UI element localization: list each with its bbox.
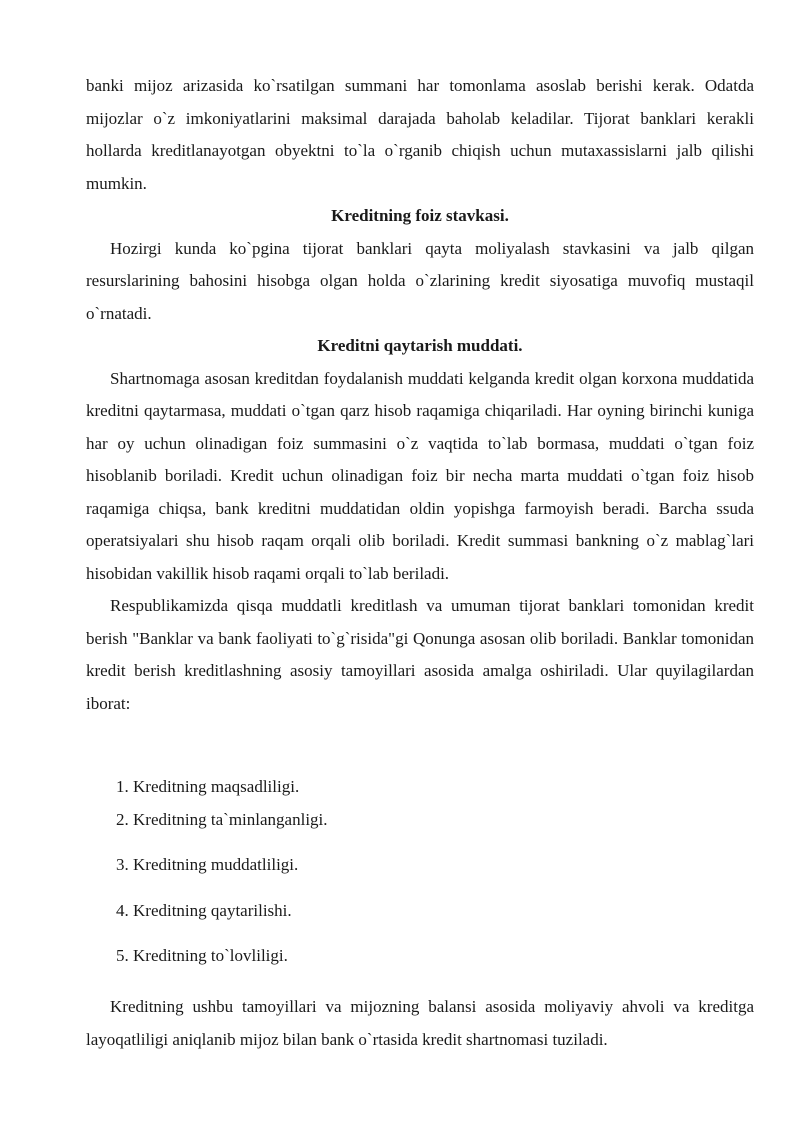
paragraph-principles-intro: Respublikamizda qisqa muddatli kreditlash va umuman tijorat banklari tomonidan kredit berish "Banklar va bank faoliyati to`g`risida"gi Qonunga asosan olib boriladi. Banklar tomonidan kredit berish kreditlashning asosiy tamoyillari asosida amalga oshiriladi. Ular quyilagilardan iborat: <box>86 596 754 713</box>
heading-interest-rate: Kreditning foiz stavkasi. <box>331 206 509 225</box>
main-text-top <box>86 70 754 720</box>
list-item-3 <box>116 853 298 877</box>
list-item-5 <box>116 944 288 968</box>
list-text: Kreditning maqsadliligi. <box>133 777 300 796</box>
list-text: Kreditning ta`minlanganligi. <box>133 810 328 829</box>
list-number: 4. <box>116 901 129 920</box>
list-number: 5. <box>116 946 129 965</box>
list-number: 2. <box>116 810 129 829</box>
paragraph-interest-rate: Hozirgi kunda ko`pgina tijorat banklari qayta moliyalash stavkasini va jalb qilgan resurslarining bahosini hisobga olgan holda o`zlarining kredit siyosatiga muvofiq mustaqil o`rnatadi. <box>86 238 754 323</box>
list-item-2 <box>116 808 328 832</box>
paragraph-repayment-term: Shartnomaga asosan kreditdan foydalanish muddati kelganda kredit olgan korxona muddatida kreditni qaytarmasa, muddati o`tgan qarz hisob raqamiga chiqariladi. Har oyning birinchi kuniga har oy uchun olinadigan foiz summasini o`z vaqtida to`lab bormasa, muddati o`tgan foiz hisoblanib boriladi. Kredit uchun olinadigan foiz bir necha marta muddati o`tgan foiz hisob raqamiga chiqsa, bank kreditni muddatidan oldin yopishga farmoyish beradi. Barcha ssuda operatsiyalari shu hisob raqam orqali olib boriladi. Kredit summasi bankning o`z mablag`lari hisobidan vakillik hisob raqami orqali to`lab beriladi. <box>86 368 754 583</box>
list-text: Kreditning qaytarilishi. <box>133 901 292 920</box>
main-text-bottom <box>86 991 754 1056</box>
list-item-1 <box>116 775 299 799</box>
paragraph-intro: banki mijoz arizasida ko`rsatilgan summani har tomonlama asoslab berishi kerak. Odatda mijozlar o`z imkoniyatlarini maksimal darajada baholab keladilar. Tijorat banklari kerakli hollarda kreditlanayotgan obyektni to`la o`rganib chiqish uchun mutaxassislarni jalb qilishi mumkin. <box>86 76 754 193</box>
list-text: Kreditning muddatliligi. <box>133 855 299 874</box>
paragraph-conclusion: Kreditning ushbu tamoyillari va mijozning balansi asosida moliyaviy ahvoli va kreditga layoqatliligi aniqlanib mijoz bilan bank o`rtasida kredit shartnomasi tuziladi. <box>86 997 754 1049</box>
list-number: 1. <box>116 777 129 796</box>
heading-repayment-term: Kreditni qaytarish muddati. <box>317 336 523 355</box>
list-text: Kreditning to`lovliligi. <box>133 946 288 965</box>
list-number: 3. <box>116 855 129 874</box>
list-item-4 <box>116 899 292 923</box>
